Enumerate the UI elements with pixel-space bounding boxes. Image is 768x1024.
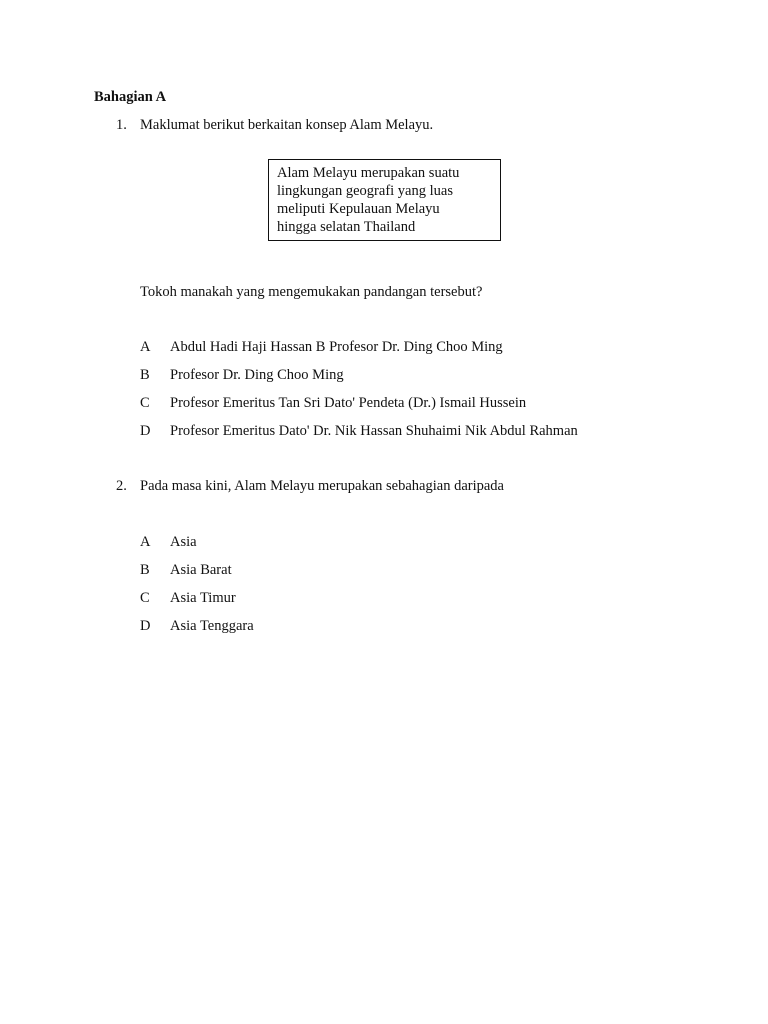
q2-option-c-letter: C: [140, 590, 150, 606]
info-box: [268, 159, 501, 241]
q1-option-c-letter: C: [140, 395, 150, 411]
info-box-line: meliputi Kepulauan Melayu: [277, 201, 440, 217]
q1-option-b-text: Profesor Dr. Ding Choo Ming: [170, 367, 344, 383]
question-1-number: 1.: [116, 117, 127, 133]
q1-option-b-letter: B: [140, 367, 150, 383]
q2-option-c-text: Asia Timur: [170, 590, 236, 606]
section-title: Bahagian A: [94, 89, 167, 105]
info-box-line: Alam Melayu merupakan suatu: [277, 165, 460, 181]
info-box-line: lingkungan geografi yang luas: [277, 183, 453, 199]
info-box-line: hingga selatan Thailand: [277, 219, 416, 235]
q1-option-d-letter: D: [140, 423, 151, 439]
q2-option-a-text: Asia: [170, 534, 197, 550]
q2-option-a-letter: A: [140, 534, 151, 550]
q1-option-c-text: Profesor Emeritus Tan Sri Dato' Pendeta (Dr.) Ismail Hussein: [170, 395, 527, 411]
q2-option-b-letter: B: [140, 562, 150, 578]
q2-option-b-text: Asia Barat: [170, 562, 232, 578]
q2-option-d-letter: D: [140, 618, 151, 634]
question-2-number: 2.: [116, 478, 127, 494]
q1-option-a-letter: A: [140, 339, 151, 355]
question-1-text: Tokoh manakah yang mengemukakan pandangan tersebut?: [140, 284, 483, 300]
q1-option-a-text: Abdul Hadi Haji Hassan B Profesor Dr. Ding Choo Ming: [170, 339, 503, 355]
q1-option-d-text: Profesor Emeritus Dato' Dr. Nik Hassan Shuhaimi Nik Abdul Rahman: [170, 423, 578, 439]
q2-option-d-text: Asia Tenggara: [170, 618, 254, 634]
question-2-prompt: Pada masa kini, Alam Melayu merupakan sebahagian daripada: [140, 478, 504, 494]
question-1-prompt: Maklumat berikut berkaitan konsep Alam Melayu.: [140, 117, 434, 133]
